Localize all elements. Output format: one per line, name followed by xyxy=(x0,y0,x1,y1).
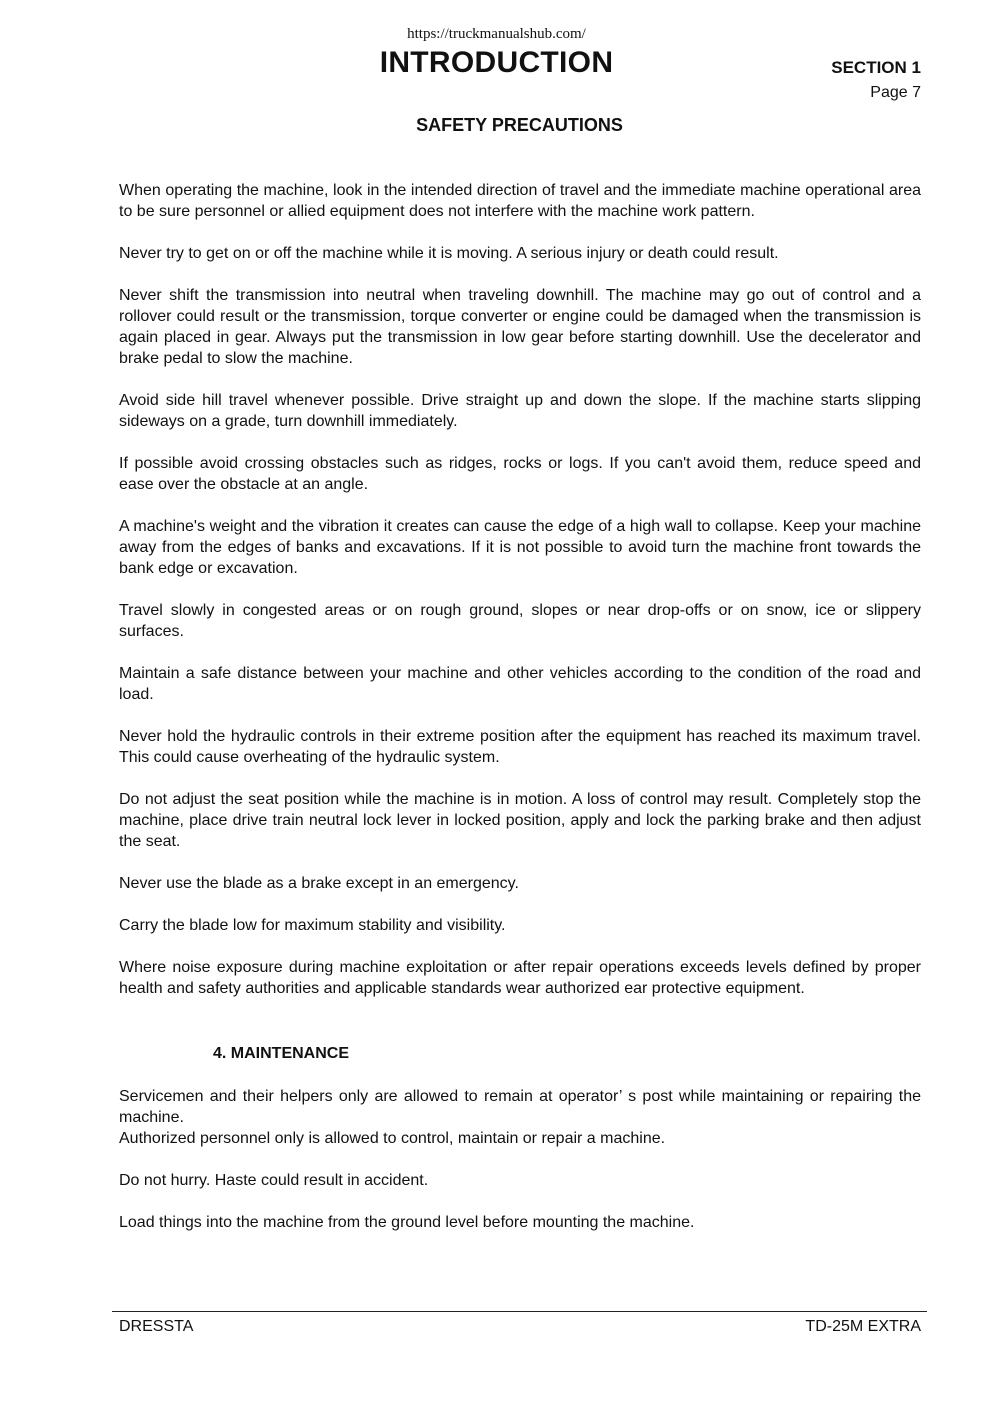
paragraph: Avoid side hill travel whenever possible. Drive straight up and down the slope. If the machine starts slipping sideways on a grade, turn downhill immediately. xyxy=(119,392,921,430)
paragraph: Do not adjust the seat position while the machine is in motion. A loss of control may result. Completely stop the machine, place drive train neutral lock lever in locked position, apply and lock the parking brake and then adjust the seat. xyxy=(119,791,921,850)
section-label: SECTION 1 xyxy=(831,58,921,77)
document-body xyxy=(119,180,921,1254)
paragraph: Servicemen and their helpers only are allowed to remain at operator’ s post while maintaining or repairing the machine. xyxy=(119,1088,921,1126)
paragraph: Maintain a safe distance between your machine and other vehicles according to the condition of the road and load. xyxy=(119,665,921,703)
paragraph: Authorized personnel only is allowed to control, maintain or repair a machine. xyxy=(119,1130,666,1147)
footer-model: TD-25M EXTRA xyxy=(805,1318,921,1335)
paragraph: Never hold the hydraulic controls in their extreme position after the equipment has reached its maximum travel. This could cause overheating of the hydraulic system. xyxy=(119,728,921,766)
paragraph: Never try to get on or off the machine while it is moving. A serious injury or death could result. xyxy=(119,245,779,262)
paragraph: Travel slowly in congested areas or on rough ground, slopes or near drop-offs or on snow, ice or slippery surfaces. xyxy=(119,602,921,640)
source-url[interactable]: https://truckmanualshub.com/ xyxy=(407,26,586,42)
footer-divider xyxy=(112,1311,927,1312)
paragraph: Do not hurry. Haste could result in accident. xyxy=(119,1172,429,1189)
paragraph: Never use the blade as a brake except in an emergency. xyxy=(119,875,519,892)
page-title: INTRODUCTION xyxy=(379,46,614,79)
page-number: Page 7 xyxy=(870,84,921,101)
paragraph: If possible avoid crossing obstacles such as ridges, rocks or logs. If you can't avoid them, reduce speed and ease over the obstacle at an angle. xyxy=(119,455,921,493)
footer-manufacturer: DRESSTA xyxy=(119,1318,194,1335)
paragraph: Load things into the machine from the ground level before mounting the machine. xyxy=(119,1214,695,1231)
paragraph: A machine's weight and the vibration it creates can cause the edge of a high wall to collapse. Keep your machine away from the edges of banks and excavations. If it is not possible to avoid turn the machine front towards the bank edge or excavation. xyxy=(119,518,921,577)
paragraph: When operating the machine, look in the intended direction of travel and the immediate machine operational area to be sure personnel or allied equipment does not interfere with the machine work pattern. xyxy=(119,182,921,220)
paragraph: Never shift the transmission into neutral when traveling downhill. The machine may go out of control and a rollover could result or the transmission, torque converter or engine could be damaged when the transmission is again placed in gear. Always put the transmission in low gear before starting downhill. Use the decelerator and brake pedal to slow the machine. xyxy=(119,287,921,367)
section-subtitle: SAFETY PRECAUTIONS xyxy=(416,115,623,135)
paragraph: Carry the blade low for maximum stability and visibility. xyxy=(119,917,506,934)
paragraph: Where noise exposure during machine exploitation or after repair operations exceeds levels defined by proper health and safety authorities and applicable standards wear authorized ear protective equipment. xyxy=(119,959,921,997)
maintenance-heading: 4. MAINTENANCE xyxy=(213,1045,350,1062)
